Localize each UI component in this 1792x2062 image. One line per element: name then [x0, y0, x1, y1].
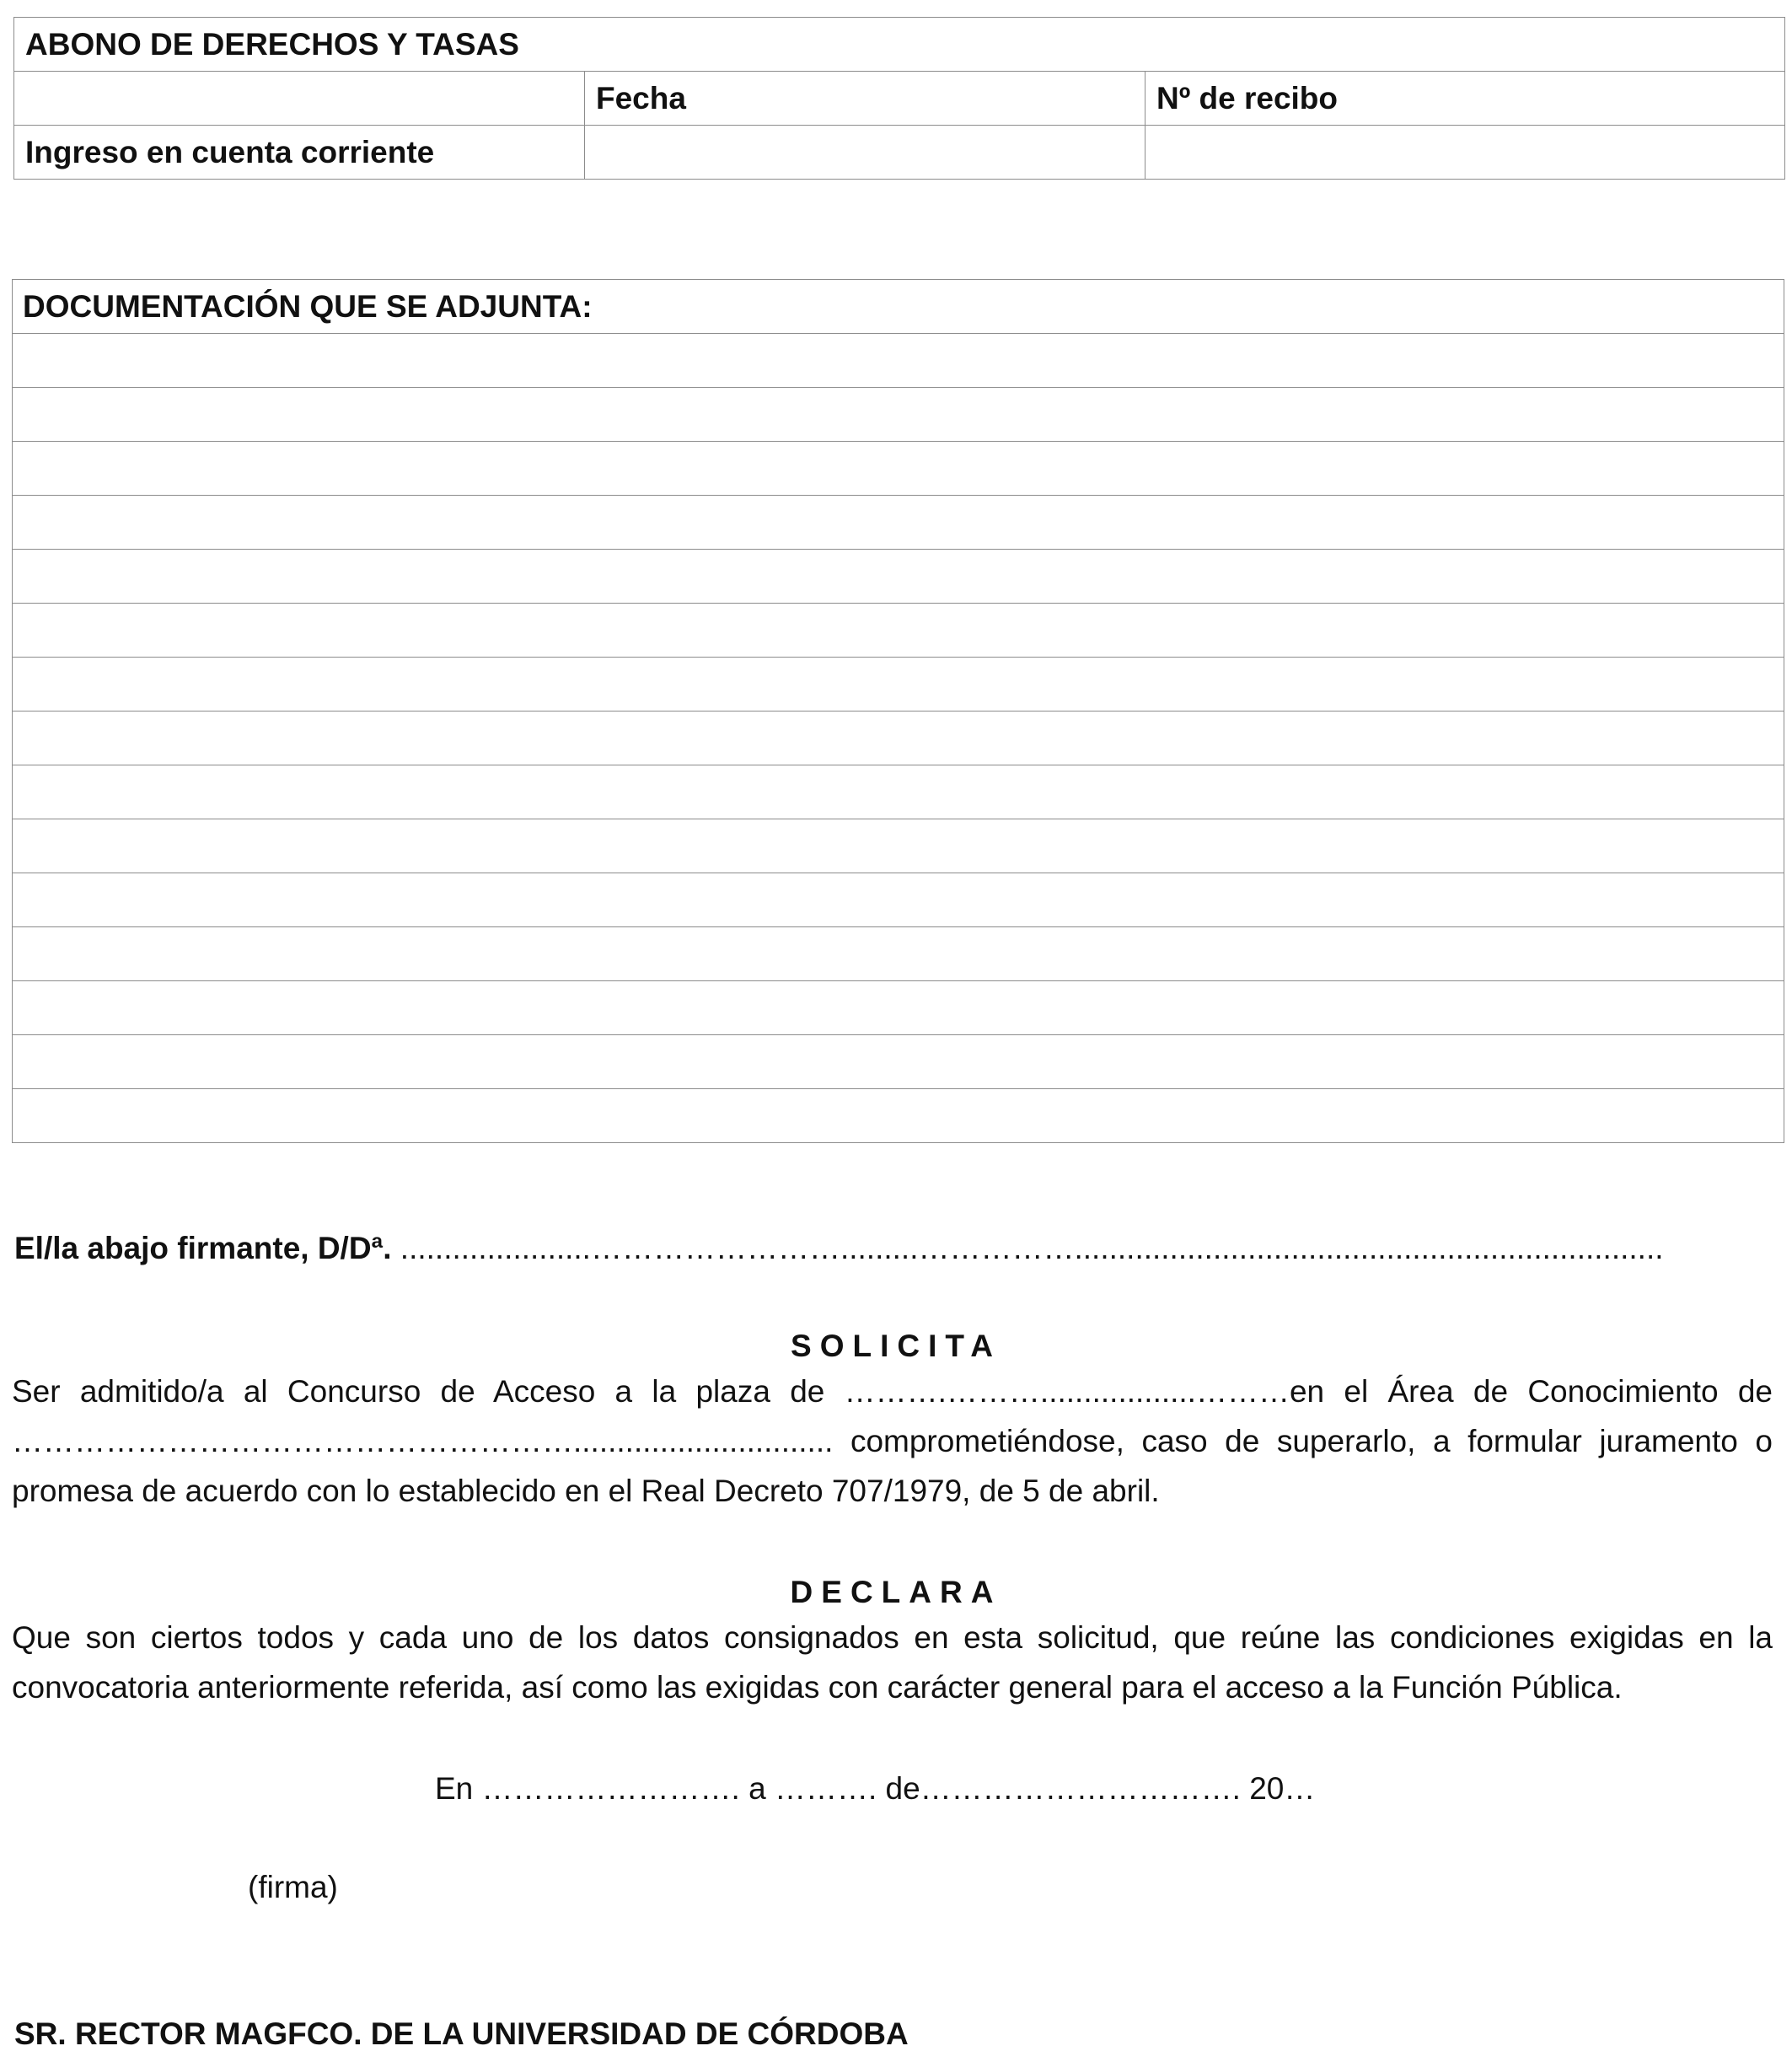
fecha-lugar-line[interactable]: En ……………………. a ………. de…………………………. 20…	[435, 1771, 1316, 1806]
documentacion-row[interactable]	[13, 1089, 1784, 1143]
documentacion-row[interactable]	[13, 658, 1784, 711]
documentacion-row[interactable]	[13, 496, 1784, 550]
declara-paragraph: Que son ciertos todos y cada uno de los datos consignados en esta solicitud, que reúne las condiciones exigidas en la convocatoria anteriormente referida, así como las exigidas con carácter general para el acceso a la Función Pública.	[12, 1620, 1773, 1705]
documentacion-row[interactable]	[13, 388, 1784, 442]
documentacion-row[interactable]	[13, 981, 1784, 1035]
destinatario: SR. RECTOR MAGFCO. DE LA UNIVERSIDAD DE CÓRDOBA	[14, 2016, 909, 2051]
firmante-label: El/la abajo firmante, D/Dª.	[14, 1231, 392, 1265]
abono-table	[13, 17, 1785, 180]
declara-heading: DECLARA	[790, 1575, 1002, 1609]
documentacion-row[interactable]	[13, 442, 1784, 496]
abono-header-fecha: Fecha	[585, 72, 1145, 126]
documentacion-title: DOCUMENTACIÓN QUE SE ADJUNTA:	[13, 280, 1784, 334]
documentacion-row[interactable]	[13, 1035, 1784, 1089]
abono-row-label: Ingreso en cuenta corriente	[14, 126, 585, 180]
documentacion-row[interactable]	[13, 927, 1784, 981]
abono-header-empty	[14, 72, 585, 126]
firmante-line	[14, 1232, 1664, 1264]
documentacion-row[interactable]	[13, 550, 1784, 604]
documentacion-row[interactable]	[13, 819, 1784, 873]
abono-recibo-field[interactable]	[1145, 126, 1785, 180]
firmante-dots[interactable]: ......................…………………….........……………....................................................................	[391, 1231, 1664, 1265]
abono-title: ABONO DE DERECHOS Y TASAS	[14, 18, 1785, 72]
documentacion-row[interactable]	[13, 711, 1784, 765]
documentacion-row[interactable]	[13, 765, 1784, 819]
firma-label: (firma)	[248, 1870, 338, 1904]
documentacion-row[interactable]	[13, 334, 1784, 388]
solicita-heading: SOLICITA	[791, 1329, 1001, 1363]
documentacion-row[interactable]	[13, 873, 1784, 927]
abono-fecha-field[interactable]	[585, 126, 1145, 180]
documentacion-table	[12, 279, 1784, 1143]
documentacion-row[interactable]	[13, 604, 1784, 658]
abono-header-recibo: Nº de recibo	[1145, 72, 1785, 126]
solicita-paragraph: Ser admitido/a al Concurso de Acceso a la plaza de ……….………..................………en el Área de Conocimiento de ……………………………………………….............................. comprometiéndose, caso de superarlo, a formular juramento o promesa de acuerdo con lo establecido en el Real Decreto 707/1979, de 5 de abril.	[12, 1374, 1773, 1508]
